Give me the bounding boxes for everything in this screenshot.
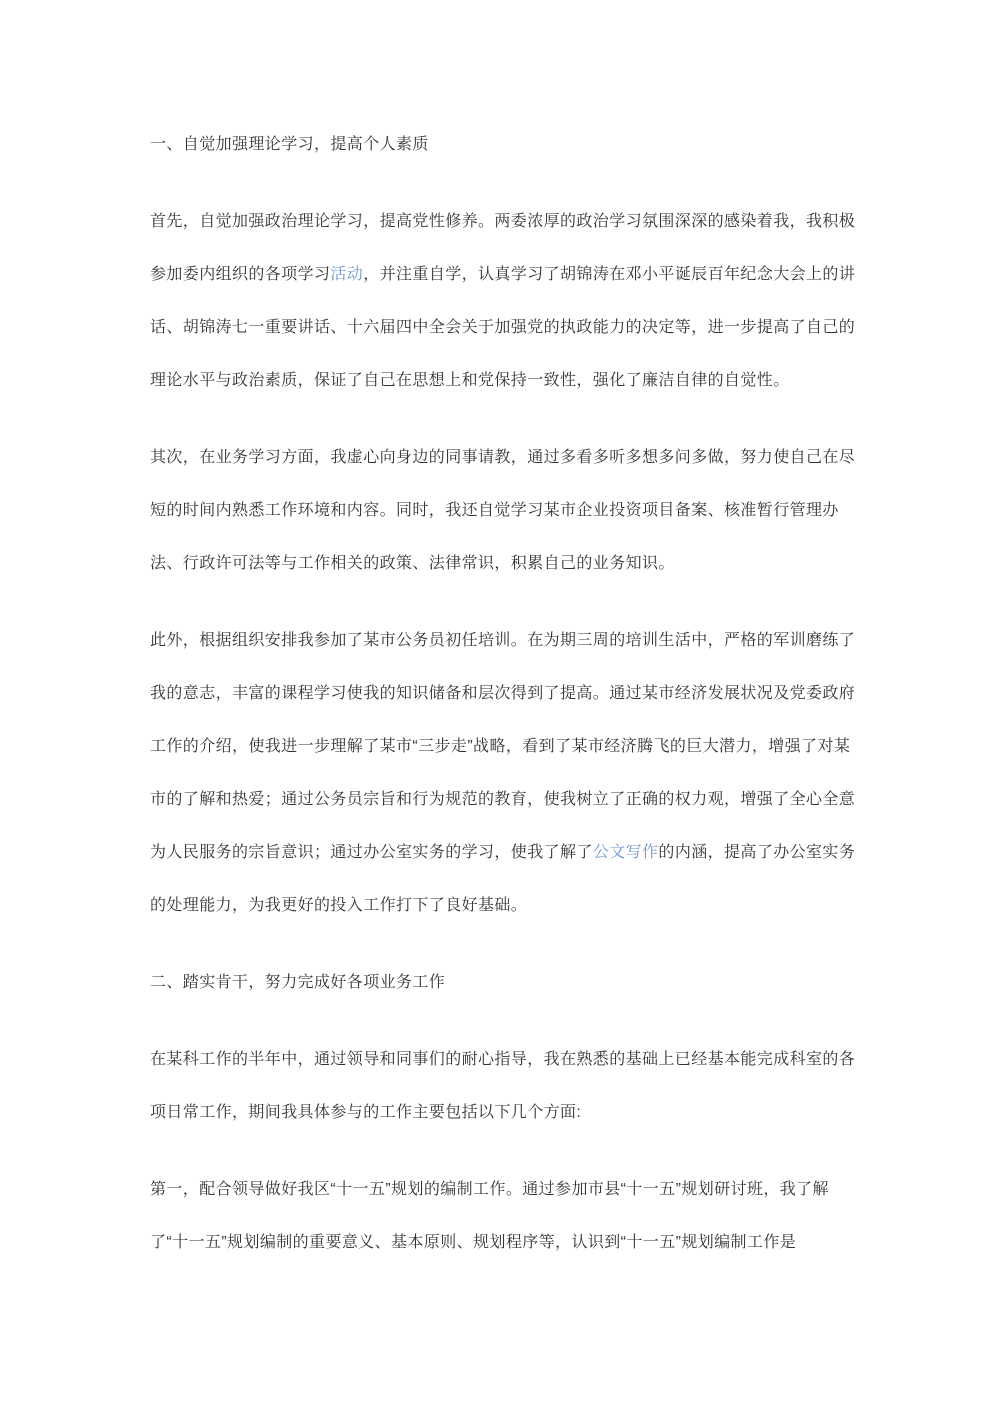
text-run: 在某科工作的半年中，通过领导和同事们的耐心指导，我在熟悉的基础上已经基本能完成科室的各项日常工作，期间我具体参与的工作主要包括以下几个方面:	[150, 1051, 856, 1121]
paragraph-business-study	[150, 431, 856, 590]
paragraph-plan-compilation	[150, 1163, 856, 1269]
paragraph-theory-study	[150, 195, 856, 407]
section-heading-2: 二、踏实肯干，努力完成好各项业务工作	[150, 974, 446, 991]
text-run: 第一，配合领导做好我区“十一五”规划的编制工作。通过参加市县“十一五”规划研讨班，我了解了“十一五”规划编制的重要意义、基本原则、规划程序等，认识到“十一五”规划编制工作是	[150, 1181, 829, 1251]
text-run: 其次，在业务学习方面，我虚心向身边的同事请教，通过多看多听多想多问多做，努力使自己在尽短的时间内熟悉工作环境和内容。同时，我还自觉学习某市企业投资项目备案、核准暂行管理办法、行政许可法等与工作相关的政策、法律常识，积累自己的业务知识。	[150, 449, 856, 572]
section-heading-1: 一、自觉加强理论学习，提高个人素质	[150, 136, 429, 153]
link-huodong[interactable]: 活动	[330, 266, 364, 283]
paragraph-work-overview	[150, 1033, 856, 1139]
link-gongwen-xiezuo[interactable]: 公文写作	[592, 844, 659, 861]
text-run: 首先，自觉加强政治理论学习，提高党性修养。两委浓厚的政治学习氛围深深的感染着我，我积极参加委内组织的各项学习	[150, 213, 856, 283]
text-run: 此外，根据组织安排我参加了某市公务员初任培训。在为期三周的培训生活中，严格的军训磨练了我的意志，丰富的课程学习使我的知识储备和层次得到了提高。通过某市经济发展状况及党委政府工作的介绍，使我进一步理解了某市“三步走”战略，看到了某市经济腾飞的巨大潜力，增强了对某市的了解和热爱；通过公务员宗旨和行为规范的教育，使我树立了正确的权力观，增强了全心全意为人民服务的宗旨意识；通过办公室实务的学习，使我了解了	[150, 632, 856, 861]
text-run: ，并注重自学，认真学习了胡锦涛在邓小平诞辰百年纪念大会上的讲话、胡锦涛七一重要讲话、十六届四中全会关于加强党的执政能力的决定等，进一步提高了自己的理论水平与政治素质，保证了自己在思想上和党保持一致性，强化了廉洁自律的自觉性。	[150, 266, 856, 389]
text-run: 的内涵，提高了办公室实务的处理能力，为我更好的投入工作打下了良好基础。	[150, 844, 856, 914]
paragraph-training	[150, 614, 856, 932]
